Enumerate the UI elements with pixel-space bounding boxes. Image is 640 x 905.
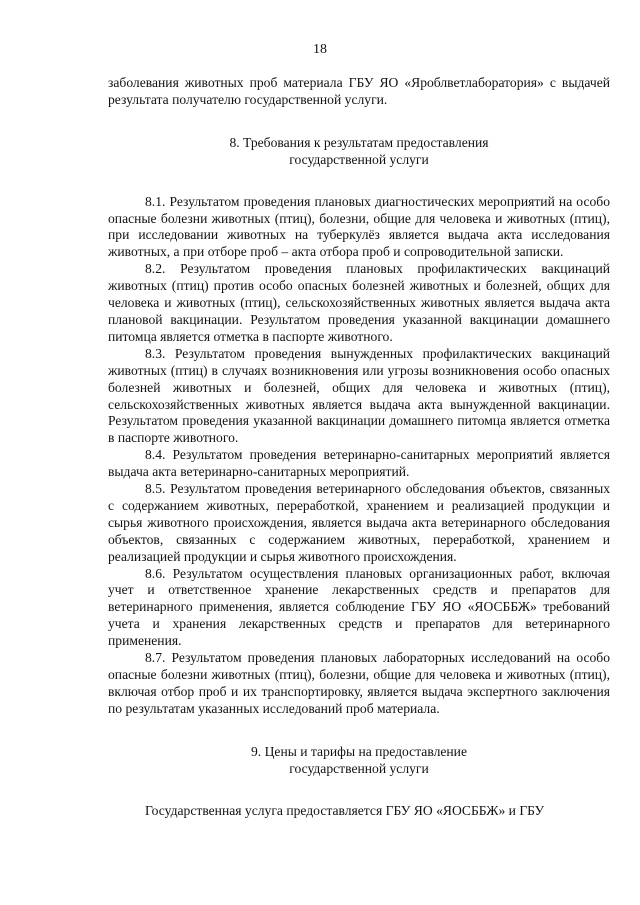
document-body xyxy=(108,75,610,819)
section-9-heading-line1: 9. Цены и тарифы на предоставление xyxy=(251,743,467,759)
page-number: 18 xyxy=(313,42,327,57)
section-8-heading-line2: государственной услуги xyxy=(289,151,429,167)
paragraph-8-3: 8.3. Результатом проведения вынужденных профилактических вакцинаций животных (птиц) в случаях возникновения или угрозы возникновения особо опасных болезней животных и болезней, общих для человека и животных (птиц), сельскохозяйственных животных является выдача акта вынужденной вакцинации. Результатом проведения указанной вакцинации домашнего питомца является отметка в паспорте животного. xyxy=(108,345,610,446)
section-8-heading xyxy=(108,135,610,169)
section-8-heading-line1: 8. Требования к результатам предоставления xyxy=(229,134,489,150)
paragraph-8-4: 8.4. Результатом проведения ветеринарно-санитарных мероприятий является выдача акта ветеринарно-санитарных мероприятий. xyxy=(108,447,610,480)
section-9-heading xyxy=(108,744,610,778)
paragraph-8-7: 8.7. Результатом проведения плановых лабораторных исследований на особо опасные болезни животных (птиц), болезни, общие для человека и животных (птиц), включая отбор проб и их транспортировку, является выдача экспертного заключения по результатам указанных исследований проб материала. xyxy=(108,650,610,716)
paragraph-8-6: 8.6. Результатом осуществления плановых организационных работ, включая учет и ответственное хранение лекарственных средств и препаратов для ветеринарного применения, является соблюдение ГБУ ЯО «ЯОСББЖ» требований учета и хранения лекарственных средств и препаратов для ветеринарного применения. xyxy=(108,565,610,649)
paragraph-8-5: 8.5. Результатом проведения ветеринарного обследования объектов, связанных с содержанием животных, переработкой, хранением и реализацией продукции и сырья животного происхождения, является выдача акта ветеринарного обследования объектов, связанных с содержанием животных, переработкой, хранением и реализацией продукции и сырья животного происхождения. xyxy=(108,481,610,564)
section-9-heading-line2: государственной услуги xyxy=(289,760,429,776)
intro-paragraph: заболевания животных проб материала ГБУ ЯО «Яроблветлаборатория» с выдачей результата получателю государственной услуги. xyxy=(108,75,610,107)
paragraph-9: Государственная услуга предоставляется ГБУ ЯО «ЯОСББЖ» и ГБУ xyxy=(145,802,545,818)
paragraph-8-2: 8.2. Результатом проведения плановых профилактических вакцинаций животных (птиц) против особо опасных болезней животных и болезней, общих для человека и животных (птиц), сельскохозяйственных животных является выдача акта плановой вакцинации. Результатом проведения указанной вакцинации домашнего питомца является отметка в паспорте животного. xyxy=(108,261,610,344)
paragraph-8-1: 8.1. Результатом проведения плановых диагностических мероприятий на особо опасные болезни животных (птиц), болезни, общие для человека и животных (птиц), при исследовании животных на туберкулёз является выдача акта исследования животных, а при отборе проб – акта отбора проб и сопроводительной записки. xyxy=(108,193,610,260)
